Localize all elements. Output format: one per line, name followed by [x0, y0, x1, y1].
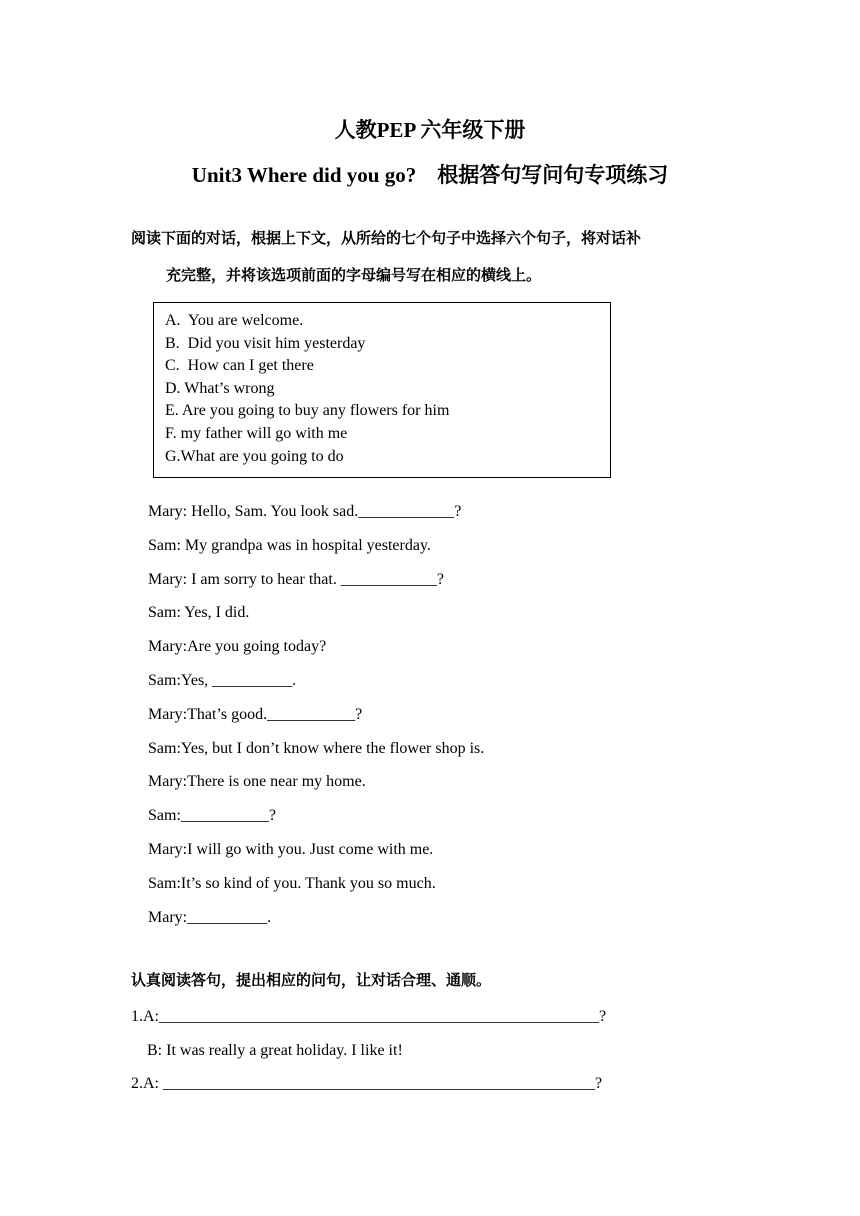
dialogue: [148, 495, 484, 934]
question-list: [131, 1000, 606, 1101]
dialogue-line: Mary: Hello, Sam. You look sad.____________?: [148, 503, 462, 520]
dialogue-line: Sam:Yes, __________.: [148, 671, 297, 689]
question-1-b: B: It was really a great holiday. I like it!: [147, 1041, 403, 1059]
dialogue-line: Sam:It’s so kind of you. Thank you so much.: [148, 874, 436, 892]
section2-instruction: 认真阅读答句，提出相应的问句，让对话合理、通顺。: [131, 971, 492, 989]
dialogue-line: Mary:Are you going today?: [148, 638, 327, 656]
dialogue-line: Mary:There is one near my home.: [148, 773, 366, 791]
option-f: F. my father will go with me: [165, 424, 348, 442]
dialogue-line: Mary:I will go with you. Just come with me.: [148, 840, 434, 858]
option-c: C. How can I get there: [165, 357, 314, 375]
dialogue-line: Sam:___________?: [148, 807, 276, 825]
dialogue-line: Sam: Yes, I did.: [148, 604, 250, 622]
option-a: A. You are welcome.: [165, 312, 304, 329]
dialogue-line: Sam:Yes, but I don’t know where the flower shop is.: [148, 739, 485, 757]
section1-instruction-line1: 阅读下面的对话，根据上下文，从所给的七个句子中选择六个句子，将对话补: [131, 229, 642, 247]
options-box: [153, 302, 611, 478]
dialogue-line: Mary:__________.: [148, 908, 272, 926]
document-title: 人教PEP 六年级下册: [334, 118, 526, 142]
question-1-a: 1.A:_______________________________________________________?: [131, 1008, 607, 1025]
dialogue-line: Sam: My grandpa was in hospital yesterday.: [148, 536, 431, 554]
dialogue-line: Mary:That’s good.___________?: [148, 705, 363, 723]
dialogue-line: Mary: I am sorry to hear that. ____________?: [148, 570, 444, 588]
option-e: E. Are you going to buy any flowers for him: [165, 402, 450, 420]
section1-instruction: [131, 220, 731, 294]
question-2-a: 2.A: ______________________________________________________?: [131, 1075, 603, 1092]
option-g: G.What are you going to do: [165, 447, 344, 465]
option-b: B. Did you visit him yesterday: [165, 334, 366, 352]
section1-instruction-line2: 充完整，并将该选项前面的字母编号写在相应的横线上。: [166, 266, 542, 284]
option-d: D. What’s wrong: [165, 379, 275, 397]
document-subtitle: Unit3 Where did you go? 根据答句写问句专项练习: [191, 163, 669, 187]
